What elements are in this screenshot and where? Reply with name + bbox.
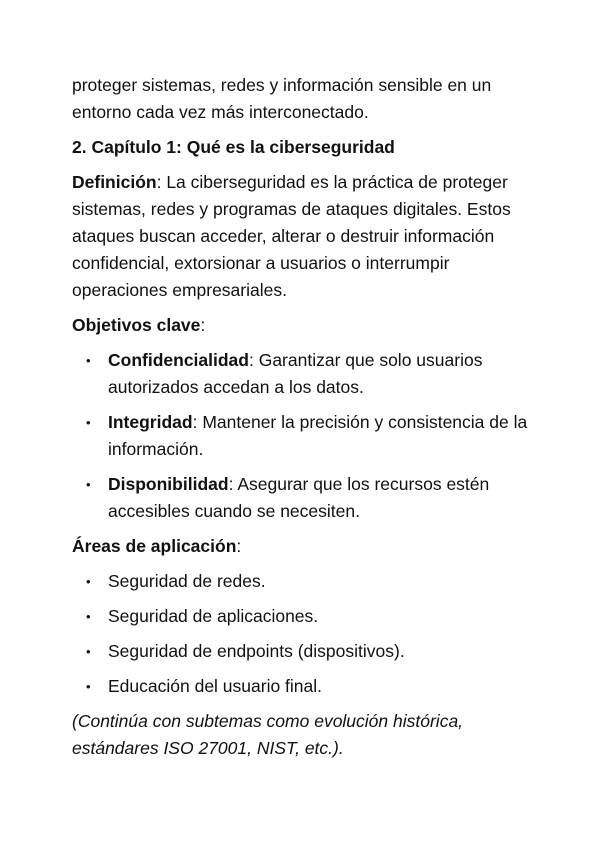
objective-text: : Asegurar que los recursos estén accesibles cuando se necesiten.: [108, 474, 490, 521]
list-item: [72, 673, 542, 700]
definition-text: : La ciberseguridad es la práctica de proteger sistemas, redes y programas de ataques digitales. Estos ataques buscan acceder, alterar o destruir información confidencial, extorsionar a usuarios o interrumpir operaciones empresariales.: [72, 172, 511, 300]
list-item: [72, 603, 542, 630]
area-text: Seguridad de redes.: [108, 571, 266, 591]
list-item: [72, 471, 542, 525]
area-text: Seguridad de aplicaciones.: [108, 606, 319, 626]
definition-label: Definición: [72, 172, 157, 192]
intro-paragraph: proteger sistemas, redes y información sensible en un entorno cada vez más interconectado.: [72, 75, 492, 122]
list-item: [72, 409, 542, 463]
objectives-suffix: :: [200, 315, 206, 335]
bullet-icon: •: [86, 574, 91, 589]
bullet-icon: •: [86, 644, 91, 659]
continuation-note: (Continúa con subtemas como evolución histórica, estándares ISO 27001, NIST, etc.).: [72, 711, 464, 758]
objective-text: : Mantener la precisión y consistencia de la información.: [108, 412, 528, 459]
bullet-icon: •: [86, 353, 91, 368]
bullet-icon: •: [86, 477, 91, 492]
area-text: Seguridad de endpoints (dispositivos).: [108, 641, 405, 661]
objective-term: Disponibilidad: [108, 474, 229, 494]
bullet-icon: •: [86, 609, 91, 624]
definition-paragraph: [72, 169, 542, 304]
objectives-heading: [72, 312, 542, 339]
list-item: [72, 638, 542, 665]
chapter-heading: 2. Capítulo 1: Qué es la ciberseguridad: [72, 137, 395, 157]
area-text: Educación del usuario final.: [108, 676, 323, 696]
list-item: [72, 347, 542, 401]
list-item: [72, 568, 542, 595]
areas-suffix: :: [236, 536, 242, 556]
bullet-icon: •: [86, 415, 91, 430]
areas-heading: [72, 533, 542, 560]
areas-list: [72, 568, 542, 700]
bullet-icon: •: [86, 679, 91, 694]
objective-term: Integridad: [108, 412, 193, 432]
document-page: [72, 72, 542, 762]
objective-term: Confidencialidad: [108, 350, 249, 370]
areas-label: Áreas de aplicación: [72, 536, 237, 556]
objectives-label: Objetivos clave: [72, 315, 201, 335]
objective-text: : Garantizar que solo usuarios autorizados accedan a los datos.: [108, 350, 483, 397]
objectives-list: [72, 347, 542, 525]
